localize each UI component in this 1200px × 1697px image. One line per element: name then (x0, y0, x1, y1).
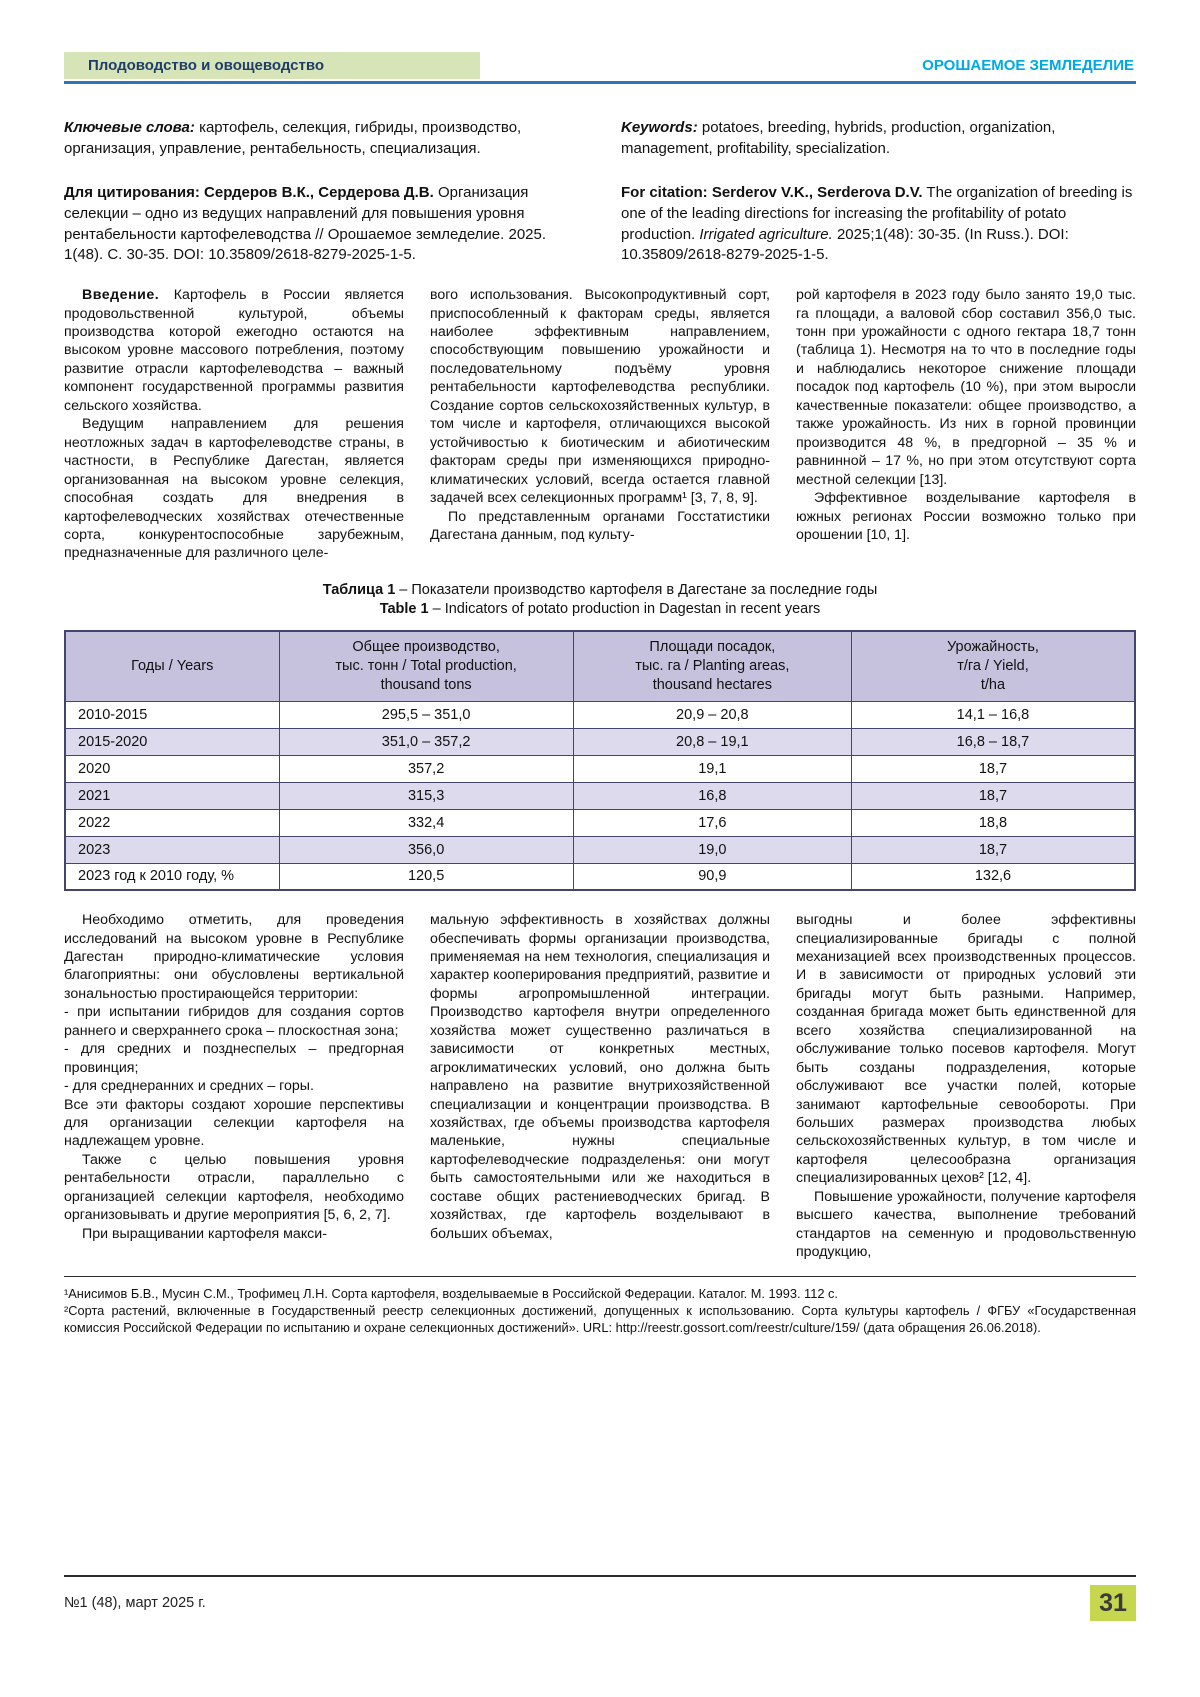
table-cell: 90,9 (573, 863, 851, 890)
keywords-ru-text: картофель, селекция, гибриды, производство, организация, управление, рентабельность, специализация. (64, 119, 522, 157)
table-cell: 2022 (65, 809, 279, 836)
intro-column-3 (796, 286, 1136, 563)
intro-heading: Введение. (82, 287, 160, 304)
intro-col3-p1: рой картофеля в 2023 году было занято 19,0 тыс. га площади, а валовой сбор составил 356,0 тыс. тонн при урожайности с одного гектара 18,7 тонн (таблица 1). Несмотря на то что в последние годы и наблюдались некоторое снижение площади посадок под картофель (10 %), при этом выросли качественные показатели: общее производство, а также урожайность. Из них в горной провинции производится 48 %, в предгорной – 35 % и равнинной – 17 %, но при этом отсутствуют сорта местной селекции [13]. (796, 287, 1136, 488)
intro-column-1 (64, 286, 404, 563)
table-cell: 132,6 (851, 863, 1135, 890)
table-header-cell: Годы / Years (65, 631, 279, 701)
citation-en-text1: The organization of breeding is one of the leading directions for increasing the profitability of potato production. (621, 184, 1133, 243)
table-cell: 2015-2020 (65, 728, 279, 755)
body-col1-li1: - при испытании гибридов для создания сортов раннего и сверхраннего срока – плоскостная зона; (64, 1004, 404, 1039)
table-cell: 2023 (65, 836, 279, 863)
paragraph (64, 286, 404, 415)
table-cell: 16,8 (573, 782, 851, 809)
table-cell: 332,4 (279, 809, 573, 836)
table-cell: 120,5 (279, 863, 573, 890)
body-col1-li3: - для среднеранних и средних – горы. (64, 1078, 314, 1095)
intro-col1-p1: Картофель в России является продовольственной культурой, объемы производства которой ежегодно остаются на высоком уровне массового потребления, поэтому развитие отрасли картофелеводства – важный компонент государственной программы развития сельского хозяйства. (64, 287, 404, 414)
table-row (65, 809, 1135, 836)
journal-title: ОРОШАЕМОЕ ЗЕМЛЕДЕЛИЕ (922, 57, 1134, 74)
body-col2-p1: мальную эффективность в хозяйствах должны обеспечивать формы организации производства, применяемая на нем технология, специализация и характер кооперирования предприятий, развитие и формы агропромышленной интеграции. Производство картофеля внутри определенного хозяйства может существенно различаться в зависимости от конкретных местных, агроклиматических условий, оно должна быть направлено на развитие внутрихозяйственной специализации и концентрации производства. В хозяйствах, где объемы производства картофеля маленькие, нужны специальные картофелеводческие подразделенья: они могут быть самостоятельными или же находиться в составе общих растениеводческих бригад. В хозяйствах, где картофель возделывают в больших объемах, (430, 912, 770, 1242)
table-head (65, 631, 1135, 701)
citation-ru-text: Организация селекции – одно из ведущих направлений для повышения уровня рентабельности картофелеводства // Орошаемое земледелие. 2025. 1(48). С. 30-35. DOI: 10.35809/2618-8279-2025-1-5. (64, 184, 547, 264)
table-row (65, 863, 1135, 890)
table-row (65, 755, 1135, 782)
table-cell: 356,0 (279, 836, 573, 863)
citation-en (621, 183, 1136, 266)
body-section (64, 911, 1136, 1262)
table-cell: 315,3 (279, 782, 573, 809)
table-cell: 19,0 (573, 836, 851, 863)
page-header (64, 52, 1136, 84)
table-cell: 351,0 – 357,2 (279, 728, 573, 755)
body-col1-li2: - для средних и позднеспелых – предгорная провинция; (64, 1041, 404, 1076)
intro-col1-p2: Ведущим направлением для решения неотложных задач в картофелеводстве страны, в частности, в Республике Дагестан, является организованная на высоком уровне селекция, способная создать для внедрения в картофелеводческих хозяйствах отечественные сорта, конкурентоспособные зарубежным, предназначенные для различного целе- (64, 416, 404, 562)
intro-section (64, 286, 1136, 563)
body-column-3 (796, 911, 1136, 1262)
table-cell: 2023 год к 2010 году, % (65, 863, 279, 890)
body-column-1 (64, 911, 404, 1262)
table-cell: 17,6 (573, 809, 851, 836)
table-cell: 295,5 – 351,0 (279, 701, 573, 728)
table-body (65, 701, 1135, 890)
table-header-cell: Общее производство, тыс. тонн / Total production, thousand tons (279, 631, 573, 701)
table-header-cell: Урожайность, т/га / Yield, t/ha (851, 631, 1135, 701)
table-caption-ru-label: Таблица 1 (322, 581, 396, 598)
table-caption-ru (64, 581, 1136, 601)
body-col1-p4: При выращивании картофеля макси- (82, 1225, 327, 1242)
intro-column-2 (430, 286, 770, 563)
page-footer (64, 1575, 1136, 1621)
keywords-ru (64, 118, 579, 159)
table-caption-en-label: Table 1 (379, 601, 429, 618)
body-col3-p1: выгодны и более эффективны специализированные бригады с полной механизацией всех производственных процессов. И в зависимости от природных условий эти бригады могут быть разными. Например, созданная бригада может быть единственной для всего хозяйства специализированной на обслуживание только посевов картофеля. Могут быть созданы подразделения, которые обслуживают все участки полей, которые занимают картофельные севообороты. При больших размерах производства любых сельскохозяйственных культур, в том числе и картофеля целесообразна организация специализированных цехов² [12, 4]. (796, 912, 1136, 1187)
table-caption (64, 581, 1136, 620)
keywords-block (64, 118, 1136, 159)
table-caption-en (64, 600, 1136, 620)
table-cell: 2010-2015 (65, 701, 279, 728)
table-cell: 20,8 – 19,1 (573, 728, 851, 755)
citation-ru (64, 183, 579, 266)
body-col1-p2: Все эти факторы создают хорошие перспективы для организации селекции картофеля на надлежащем уровне. (64, 1096, 404, 1150)
section-band (64, 52, 480, 79)
table-row (65, 701, 1135, 728)
keywords-en (621, 118, 1136, 159)
table-cell: 18,7 (851, 755, 1135, 782)
table-header-cell: Площади посадок, тыс. га / Planting areas, thousand hectares (573, 631, 851, 701)
table-cell: 16,8 – 18,7 (851, 728, 1135, 755)
keywords-en-label: Keywords: (621, 119, 698, 136)
footnote-1: ¹Анисимов Б.В., Мусин С.М., Трофимец Л.Н. Сорта картофеля, возделываемые в Российской Федерации. Каталог. М. 1993. 112 с. (64, 1285, 838, 1301)
citation-en-journal: Irrigated agriculture. (699, 225, 833, 243)
keywords-ru-label: Ключевые слова: (64, 119, 195, 136)
table-cell: 20,9 – 20,8 (573, 701, 851, 728)
table-cell: 2021 (65, 782, 279, 809)
citation-en-authors: For citation: Serderov V.K., Serderova D.V. (621, 184, 923, 202)
body-column-2 (430, 911, 770, 1262)
footnote-2: ²Сорта растений, включенные в Государственный реестр селекционных достижений, допущенных к использованию. Сорта культуры картофель / ФГБУ «Государственная комиссия Российской Федерации по испытанию и охране селекционных достижений». URL: http://reestr.gossort.com/reestr/culture/159/ (дата обращения 26.06.2018). (64, 1302, 1136, 1335)
table-cell: 2020 (65, 755, 279, 782)
table-row (65, 728, 1135, 755)
potato-production-table (64, 630, 1136, 891)
table-cell: 18,7 (851, 782, 1135, 809)
table-header-row (65, 631, 1135, 701)
page-number: 31 (1090, 1585, 1136, 1621)
table-row (65, 782, 1135, 809)
table-row (65, 836, 1135, 863)
table-caption-en-text: – Indicators of potato production in Dagestan in recent years (428, 601, 821, 618)
keywords-en-text: potatoes, breeding, hybrids, production, organization, management, profitability, specialization. (621, 119, 1056, 157)
citation-block (64, 183, 1136, 266)
table-caption-ru-text: – Показатели производство картофеля в Дагестане за последние годы (395, 581, 878, 598)
table-cell: 18,8 (851, 809, 1135, 836)
section-band-label: Плодоводство и овощеводство (88, 57, 325, 74)
table-cell: 18,7 (851, 836, 1135, 863)
table-cell: 19,1 (573, 755, 851, 782)
body-col1-p1: Необходимо отметить, для проведения исследований на высоком уровне в Республике Дагестан природно-климатические условия благоприятны: они обусловлены вертикальной зональностью простирающейся территории: (64, 912, 404, 1002)
intro-col2-p2: По представленным органами Госстатистики Дагестана данным, под культу- (430, 508, 770, 544)
citation-en-text2: 2025;1(48): 30-35. (In Russ.). DOI: 10.35809/2618-8279-2025-1-5. (621, 225, 1069, 264)
citation-ru-authors: Для цитирования: Сердеров В.К., Сердерова Д.В. (64, 184, 434, 202)
intro-col3-p2: Эффективное возделывание картофеля в южных регионах России возможно только при орошении [10, 1]. (796, 490, 1136, 544)
issue-info: №1 (48), март 2025 г. (64, 1595, 206, 1611)
intro-col2-p1: вого использования. Высокопродуктивный сорт, приспособленный к факторам среды, является наиболее эффективным направлением, способствующим повышению урожайности и последовательному подъёму уровня рентабельности картофелеводства республики. Создание сортов сельскохозяйственных культур, в том числе и картофеля, отличающихся высокой устойчивостью к биотическим и абиотическим факторам среды при изменяющихся природно-климатических условий, всегда остается главной задачей всех селекционных программ¹ [3, 7, 8, 9]. (430, 287, 770, 507)
table-cell: 14,1 – 16,8 (851, 701, 1135, 728)
body-col3-p2: Повышение урожайности, получение картофеля высшего качества, выполнение требований стандартов на семенную и продовольственную продукцию, (796, 1188, 1136, 1261)
body-col1-p3: Также с целью повышения уровня рентабельности отрасли, параллельно с организацией селекции картофеля, необходимо организовывать и другие мероприятия [5, 6, 2, 7]. (64, 1151, 404, 1224)
table-cell: 357,2 (279, 755, 573, 782)
footnotes (64, 1276, 1136, 1336)
